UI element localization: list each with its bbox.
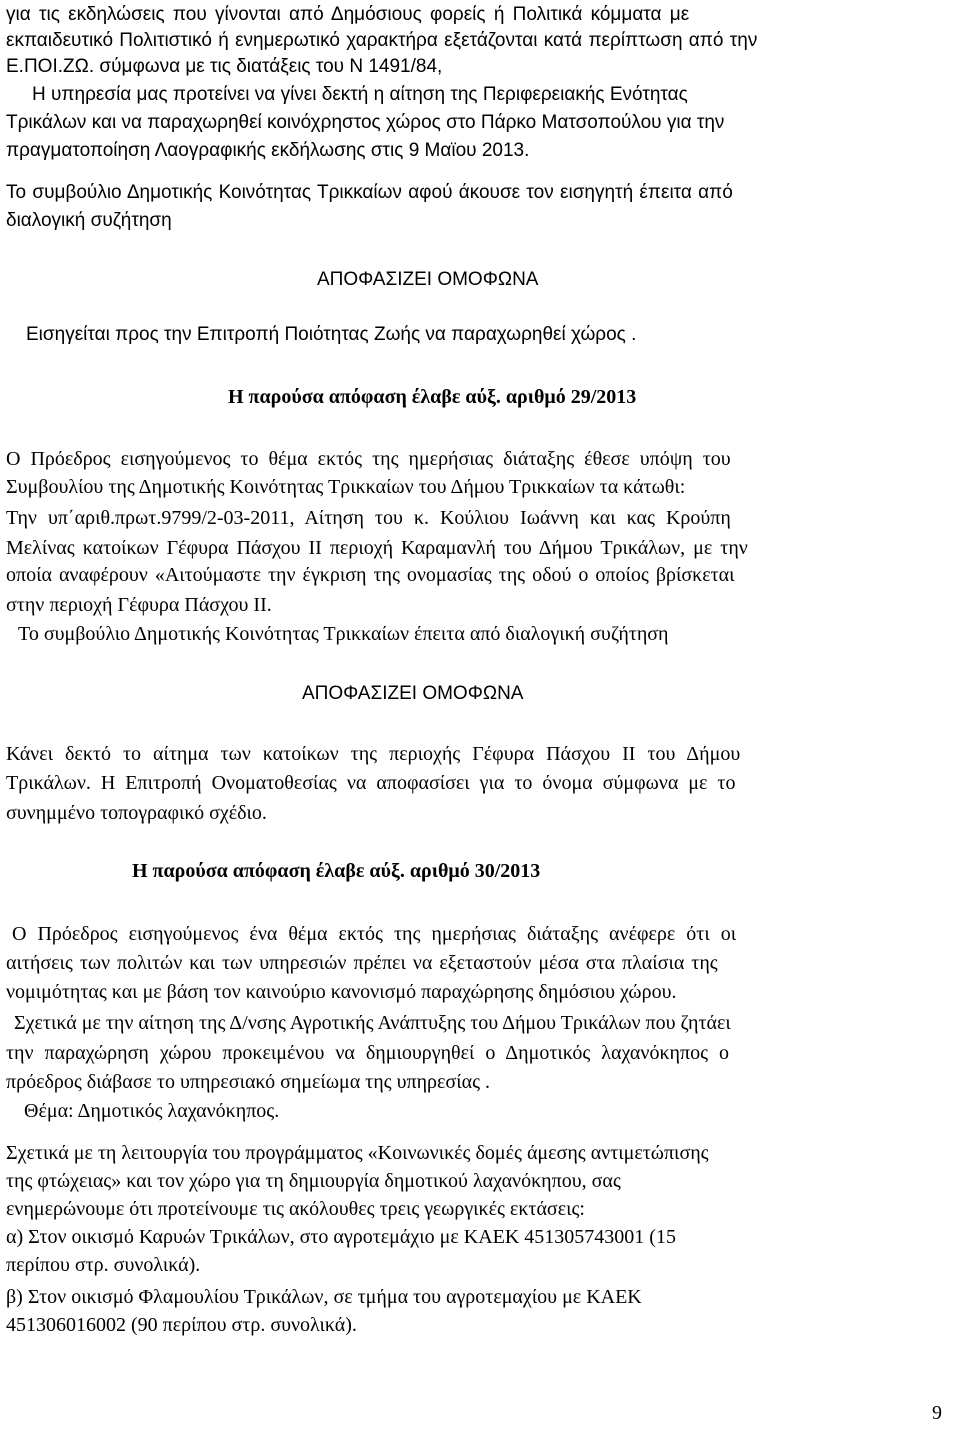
text-line: πρόεδρος διάβασε το υπηρεσιακό σημείωμα της υπηρεσίας . [6,1071,490,1093]
text-line: Την υπ΄αριθ.πρωτ.9799/2-03-2011, Αίτηση του κ. Κούλιου Ιωάννη και κας Κρούπη [6,507,731,529]
text-line: την παραχώρηση χώρου προκειμένου να δημιουργηθεί ο Δημοτικός λαχανόκηπος ο [6,1042,729,1064]
text-line: νομιμότητας και με βάση τον καινούριο κανονισμό παραχώρησης δημόσιου χώρου. [6,981,677,1003]
text-line: πραγματοποίηση Λαογραφικής εκδήλωσης στις 9 Μαϊου 2013. [6,140,530,161]
page-number: 9 [932,1402,942,1424]
list-item: α) Στον οικισμό Καρυών Τρικάλων, στο αγροτεμάχιο με ΚΑΕΚ 451305743001 (15 [6,1226,676,1248]
text-line: Το συμβούλιο Δημοτικής Κοινότητας Τρικκαίων αφού άκουσε τον εισηγητή έπειτα από [6,182,733,203]
text-line: Το συμβούλιο Δημοτικής Κοινότητας Τρικκαίων έπειτα από διαλογική συζήτηση [18,623,669,645]
text-line: διαλογική συζήτηση [6,210,172,231]
text-line: 451306016002 (90 περίπου στρ. συνολικά). [6,1314,357,1336]
text-line: Συμβουλίου της Δημοτικής Κοινότητας Τρικκαίων του Δήμου Τρικκαίων τα κάτωθι: [6,476,686,498]
decision-heading: ΑΠΟΦΑΣΙΖΕΙ ΟΜΟΦΩΝΑ [302,683,524,704]
decision-number: Η παρούσα απόφαση έλαβε αύξ. αριθμό 29/2013 [228,386,637,408]
text-line: για τις εκδηλώσεις που γίνονται από Δημόσιους φορείς ή Πολιτικά κόμματα με [6,4,690,25]
text-line: της φτώχειας» και τον χώρο για τη δημιουργία δημοτικού λαχανόκηπου, σας [6,1170,621,1192]
text-line: οποία αναφέρουν «Αιτούμαστε την έγκριση της ονομασίας της οδού ο οποίος βρίσκεται [6,564,735,586]
text-line: περίπου στρ. συνολικά). [6,1254,201,1276]
text-line: εκπαιδευτικό Πολιτιστικό ή ενημερωτικό χαρακτήρα εξετάζονται κατά περίπτωση από την [6,30,758,51]
text-line: συνημμένο τοπογραφικό σχέδιο. [6,802,267,824]
text-line: Η υπηρεσία μας προτείνει να γίνει δεκτή η αίτηση της Περιφερειακής Ενότητας [32,84,688,105]
text-line: Κάνει δεκτό το αίτημα των κατοίκων της περιοχής Γέφυρα Πάσχου ΙΙ του Δήμου [6,743,741,765]
text-line: Ο Πρόεδρος εισηγούμενος το θέμα εκτός της ημερήσιας διάταξης έθεσε υπόψη του [6,448,731,470]
text-line: ενημερώνουμε ότι προτείνουμε τις ακόλουθες τρεις γεωργικές εκτάσεις: [6,1198,585,1220]
text-line: Τρικάλων και να παραχωρηθεί κοινόχρηστος χώρος στο Πάρκο Ματσοπούλου για την [6,112,725,133]
text-line: Ο Πρόεδρος εισηγούμενος ένα θέμα εκτός της ημερήσιας διάταξης ανέφερε ότι οι [12,923,737,945]
text-line: Σχετικά με την αίτηση της Δ/νσης Αγροτικής Ανάπτυξης του Δήμου Τρικάλων που ζητάει [14,1012,731,1034]
text-line: στην περιοχή Γέφυρα Πάσχου ΙΙ. [6,594,272,616]
text-line: Μελίνας κατοίκων Γέφυρα Πάσχου ΙΙ περιοχή Καραμανλή του Δήμου Τρικάλων, με την [6,537,748,559]
text-line: Εισηγείται προς την Επιτροπή Ποιότητας Ζωής να παραχωρηθεί χώρος . [26,324,637,345]
list-item: β) Στον οικισμό Φλαμουλίου Τρικάλων, σε τμήμα του αγροτεμαχίου με ΚΑΕΚ [6,1286,642,1308]
text-line: Ε.ΠΟΙ.ΖΩ. σύμφωνα με τις διατάξεις του Ν 1491/84, [6,56,443,77]
decision-number: Η παρούσα απόφαση έλαβε αύξ. αριθμό 30/2013 [132,860,541,882]
document-page [6,0,952,1440]
text-line: Τρικάλων. Η Επιτροπή Ονοματοθεσίας να αποφασίσει για το όνομα σύμφωνα με το [6,772,736,794]
decision-heading: ΑΠΟΦΑΣΙΖΕΙ ΟΜΟΦΩΝΑ [317,269,539,290]
text-line: αιτήσεις των πολιτών και των υπηρεσιών πρέπει να εξεταστούν μέσα στα πλαίσια της [6,952,718,974]
text-line: Σχετικά με τη λειτουργία του προγράμματος «Κοινωνικές δομές άμεσης αντιμετώπισης [6,1142,709,1164]
text-line: Θέμα: Δημοτικός λαχανόκηπος. [24,1100,280,1122]
